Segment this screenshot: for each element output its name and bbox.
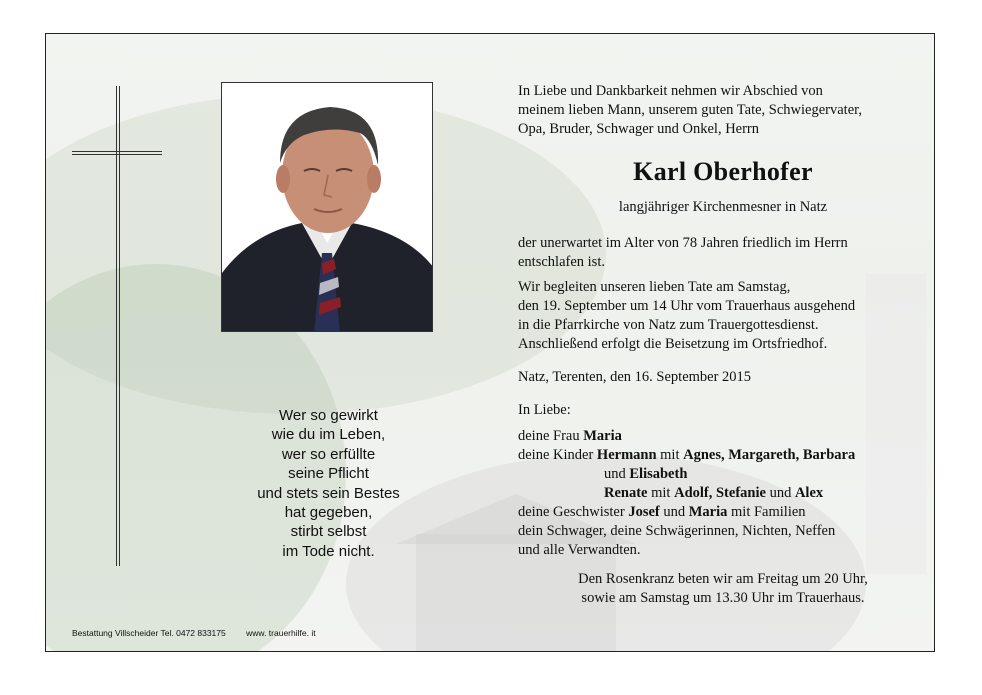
- family-children: deine Kinder Hermann mit Agnes, Margareth, Barbara: [518, 447, 856, 463]
- poem-line: hat gegeben,: [284, 504, 373, 522]
- funeral-line: Wir begleiten unseren lieben Tate am Samstag,: [518, 279, 791, 295]
- portrait-image: [222, 83, 433, 332]
- poem-line: Wer so gewirkt: [279, 407, 378, 424]
- death-line: der unerwartet im Alter von 78 Jahren friedlich im Herrn: [518, 235, 848, 251]
- poem-line: und stets sein Bestes: [257, 484, 400, 502]
- poem-line: wer so erfüllte: [281, 445, 376, 463]
- poem: [196, 406, 461, 561]
- obituary-card: [45, 33, 935, 652]
- footer: [72, 628, 316, 638]
- funeral-line: Anschließend erfolgt die Beisetzung im Ortsfriedhof.: [518, 336, 828, 352]
- family-children-cont: und Elisabeth: [604, 466, 688, 482]
- family-siblings: deine Geschwister Josef und Maria mit Familien: [518, 504, 806, 520]
- rosary-line: sowie am Samstag um 13.30 Uhr im Trauerhaus.: [581, 590, 865, 606]
- deceased-name: Karl Oberhofer: [633, 157, 813, 186]
- funeral-line: in die Pfarrkirche von Natz zum Trauergottesdienst.: [518, 317, 819, 333]
- in-love-label: In Liebe:: [518, 402, 571, 418]
- funeral-line: den 19. September um 14 Uhr vom Trauerhaus ausgehend: [518, 298, 856, 314]
- place-date: Natz, Terenten, den 16. September 2015: [518, 369, 752, 385]
- poem-line: stirbt selbst: [290, 523, 367, 541]
- intro-line: Opa, Bruder, Schwager und Onkel, Herrn: [518, 121, 760, 137]
- intro-line: meinem lieben Mann, unserem guten Tate, Schwiegervater,: [518, 102, 863, 118]
- website-link[interactable]: www. trauerhilfe. it: [246, 628, 316, 638]
- intro-line: In Liebe und Dankbarkeit nehmen wir Abschied von: [518, 83, 823, 99]
- portrait-photo: [221, 82, 433, 332]
- obituary-text: [518, 82, 928, 608]
- undertaker-info: Bestattung Villscheider Tel. 0472 833175: [72, 628, 226, 638]
- deceased-role: langjähriger Kirchenmesner in Natz: [618, 199, 828, 215]
- death-line: entschlafen ist.: [518, 254, 605, 270]
- poem-line: seine Pflicht: [288, 465, 369, 483]
- family-children-2: Renate mit Adolf, Stefanie und Alex: [604, 485, 824, 501]
- poem-line: im Tode nicht.: [282, 542, 375, 560]
- rosary-line: Den Rosenkranz beten wir am Freitag um 20 Uhr,: [578, 571, 868, 587]
- family-relatives: und alle Verwandten.: [518, 542, 641, 558]
- family-wife: deine Frau Maria: [518, 428, 622, 444]
- poem-line: wie du im Leben,: [271, 426, 386, 444]
- family-inlaws: dein Schwager, deine Schwägerinnen, Nichten, Neffen: [518, 523, 836, 539]
